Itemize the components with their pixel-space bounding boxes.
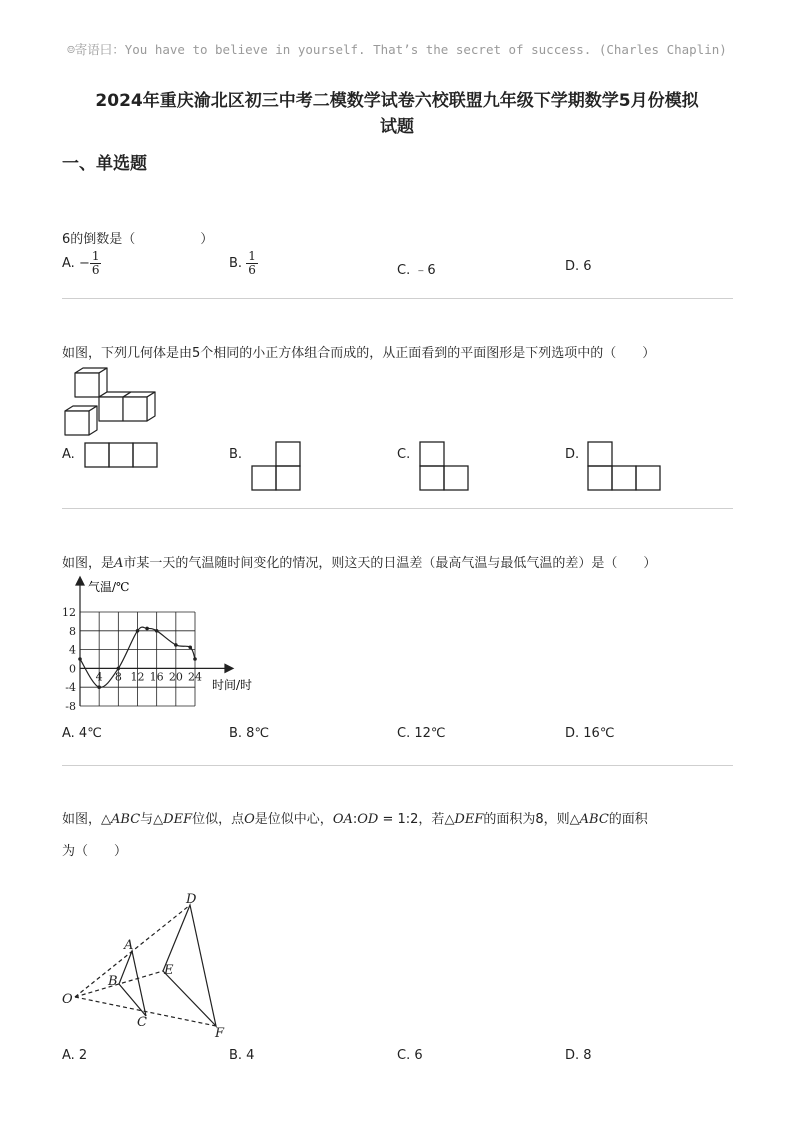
x-tick-label: 12 (130, 670, 145, 684)
y-tick-label: -4 (65, 681, 76, 695)
minus-sign: − (78, 256, 90, 271)
q2-option-d-figure (587, 441, 663, 493)
option-letter: A. (62, 447, 75, 462)
title-line-1: 2024年重庆渝北区初三中考二模数学试卷六校联盟九年级下学期数学5月份模拟 (95, 91, 699, 111)
q4-option-d[interactable]: D. 8 (565, 1048, 592, 1063)
data-point (136, 629, 140, 633)
q3-option-a[interactable]: A. 4℃ (62, 726, 102, 741)
data-point (117, 667, 121, 671)
label-o: O (62, 992, 73, 1007)
label-d: D (186, 892, 197, 907)
x-tick-label: 24 (188, 670, 202, 684)
option-letter: D. (565, 447, 580, 462)
y-axis-arrow (76, 577, 84, 585)
cube-solid-figure (62, 367, 162, 439)
q4-stem-line-1: 如图，△ABC与△DEF位似，点O是位似中心，OA:OD = 1:2，若△DEF的面积为8，则△ABC的面积 (62, 812, 648, 827)
y-tick-label: -8 (65, 700, 76, 713)
x-tick-label: 20 (168, 670, 183, 684)
option-text: ﹣6 (414, 263, 436, 278)
data-point (188, 645, 192, 649)
homothety-figure (58, 892, 238, 1042)
y-tick-label: 0 (69, 662, 76, 676)
q2-option-d[interactable] (565, 447, 579, 462)
x-tick-label: 16 (149, 670, 164, 684)
x-axis-arrow (225, 664, 233, 672)
q1-option-b[interactable] (229, 250, 258, 277)
section-heading: 一、单选题 (62, 154, 147, 174)
motto-banner: ☺寄语曰：You have to believe in yourself. That’s the secret of success. (Charles Chaplin) (67, 42, 727, 57)
fraction: $\frac{1}{6}$ (91, 249, 100, 277)
option-letter: C. (397, 263, 411, 278)
q2-option-c[interactable] (397, 447, 410, 462)
q3-option-b[interactable]: B. 8℃ (229, 726, 270, 741)
divider (62, 508, 733, 509)
data-point (97, 685, 101, 689)
label-c: C (137, 1015, 147, 1030)
x-tick-label: 8 (114, 670, 122, 684)
q1-option-a[interactable] (62, 250, 101, 277)
q3-stem: 如图，是A市某一天的气温随时间变化的情况，则这天的日温差（最高气温与最低气温的差）是（ ） (62, 556, 657, 571)
q3-option-c[interactable]: C. 12℃ (397, 726, 446, 741)
q1-stem: 6的倒数是（ ） (62, 232, 214, 247)
temperature-chart (50, 575, 280, 720)
q2-option-b-figure (251, 441, 303, 493)
option-letter: D. (565, 259, 580, 274)
fraction: $\frac{1}{6}$ (248, 249, 256, 277)
y-axis-label: 气温/℃ (88, 580, 130, 594)
q4-stem-line-2: 为（ ） (62, 844, 128, 859)
q1-option-d[interactable] (565, 259, 592, 274)
option-letter: B. (229, 447, 243, 462)
x-tick-label: 4 (95, 670, 103, 684)
data-point (78, 657, 82, 661)
label-f: F (215, 1026, 225, 1041)
option-text: 6 (583, 259, 592, 274)
divider (62, 765, 733, 766)
q4-option-b[interactable]: B. 4 (229, 1048, 255, 1063)
data-point (193, 657, 197, 661)
label-a: A (124, 938, 134, 953)
data-point (155, 629, 159, 633)
label-b: B (108, 974, 118, 989)
label-e: E (164, 963, 174, 978)
y-tick-label: 4 (69, 643, 76, 657)
q2-option-c-figure (419, 441, 471, 493)
x-axis-label: 时间/时 (212, 678, 253, 692)
y-tick-label: 12 (62, 606, 76, 619)
data-point (174, 643, 178, 647)
q3-option-d[interactable]: D. 16℃ (565, 726, 615, 741)
q4-option-a[interactable]: A. 2 (62, 1048, 88, 1063)
option-letter: C. (397, 447, 411, 462)
page-title (40, 88, 754, 140)
q2-option-b[interactable] (229, 447, 242, 462)
divider (62, 298, 733, 299)
q4-option-c[interactable]: C. 6 (397, 1048, 423, 1063)
q2-option-a-figure (84, 442, 160, 469)
data-point (145, 627, 149, 631)
title-line-2: 试题 (380, 117, 414, 137)
q1-option-c[interactable] (397, 259, 436, 278)
q2-option-a[interactable] (62, 447, 75, 462)
option-letter: B. (229, 256, 243, 271)
y-tick-label: 8 (69, 624, 76, 638)
q2-stem: 如图，下列几何体是由5个相同的小正方体组合而成的，从正面看到的平面图形是下列选项中的（ ） (62, 346, 656, 361)
option-letter: A. (62, 256, 75, 271)
